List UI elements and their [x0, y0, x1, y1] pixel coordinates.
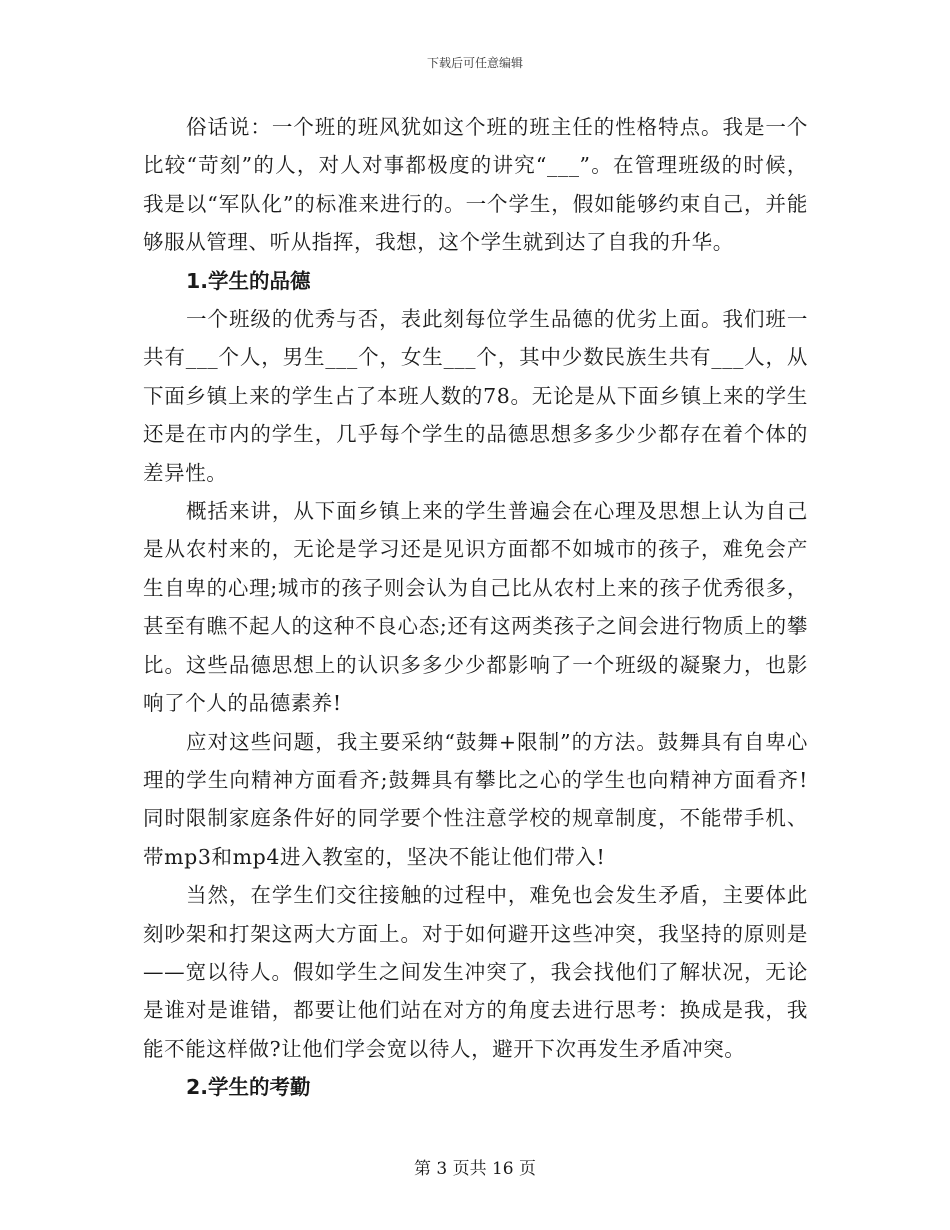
page-number-footer: 第 3 页共 16 页: [413, 1159, 537, 1179]
document-body: [143, 108, 808, 1107]
section-heading: 2.学生的考勤: [186, 1075, 311, 1100]
paragraph: 当然，在学生们交往接触的过程中，难免也会发生矛盾，主要体此刻吵架和打架这两大方面上。对于如何避开这些冲突，我坚持的原则是——宽以待人。假如学生之间发生冲突了，我会找他们了解状况，无论是谁对是谁错，都要让他们站在对方的角度去进行思考：换成是我，我能不能这样做?让他们学会宽以待人，避开下次再发生矛盾冲突。: [143, 883, 808, 1061]
paragraph: 俗话说：一个班的班风犹如这个班的班主任的性格特点。我是一个比较“苛刻”的人，对人对事都极度的讲究“___”。在管理班级的时候，我是以“军队化”的标准来进行的。一个学生，假如能够约束自己，并能够服从管理、听从指挥，我想，这个学生就到达了自我的升华。: [143, 115, 808, 255]
page-header: 下载后可任意编辑: [426, 56, 523, 70]
paragraph: 应对这些问题，我主要采纳“鼓舞+限制”的方法。鼓舞具有自卑心理的学生向精神方面看齐;鼓舞具有攀比之心的学生也向精神方面看齐!同时限制家庭条件好的同学要个性注意学校的规章制度，不能带手机、带mp3和mp4进入教室的，坚决不能让他们带入!: [143, 729, 808, 869]
paragraph: 概括来讲，从下面乡镇上来的学生普遍会在心理及思想上认为自己是从农村来的，无论是学习还是见识方面都不如城市的孩子，难免会产生自卑的心理;城市的孩子则会认为自己比从农村上来的孩子优秀很多，甚至有瞧不起人的这种不良心态;还有这两类孩子之间会进行物质上的攀比。这些品德思想上的认识多多少少都影响了一个班级的凝聚力，也影响了个人的品德素养!: [143, 499, 808, 716]
section-heading: 1.学生的品德: [186, 268, 311, 293]
paragraph: 一个班级的优秀与否，表此刻每位学生品德的优劣上面。我们班一共有___个人，男生___个，女生___个，其中少数民族生共有___人，从下面乡镇上来的学生占了本班人数的78。无论是从下面乡镇上来的学生还是在市内的学生，几乎每个学生的品德思想多多少少都存在着个体的差异性。: [143, 307, 808, 485]
